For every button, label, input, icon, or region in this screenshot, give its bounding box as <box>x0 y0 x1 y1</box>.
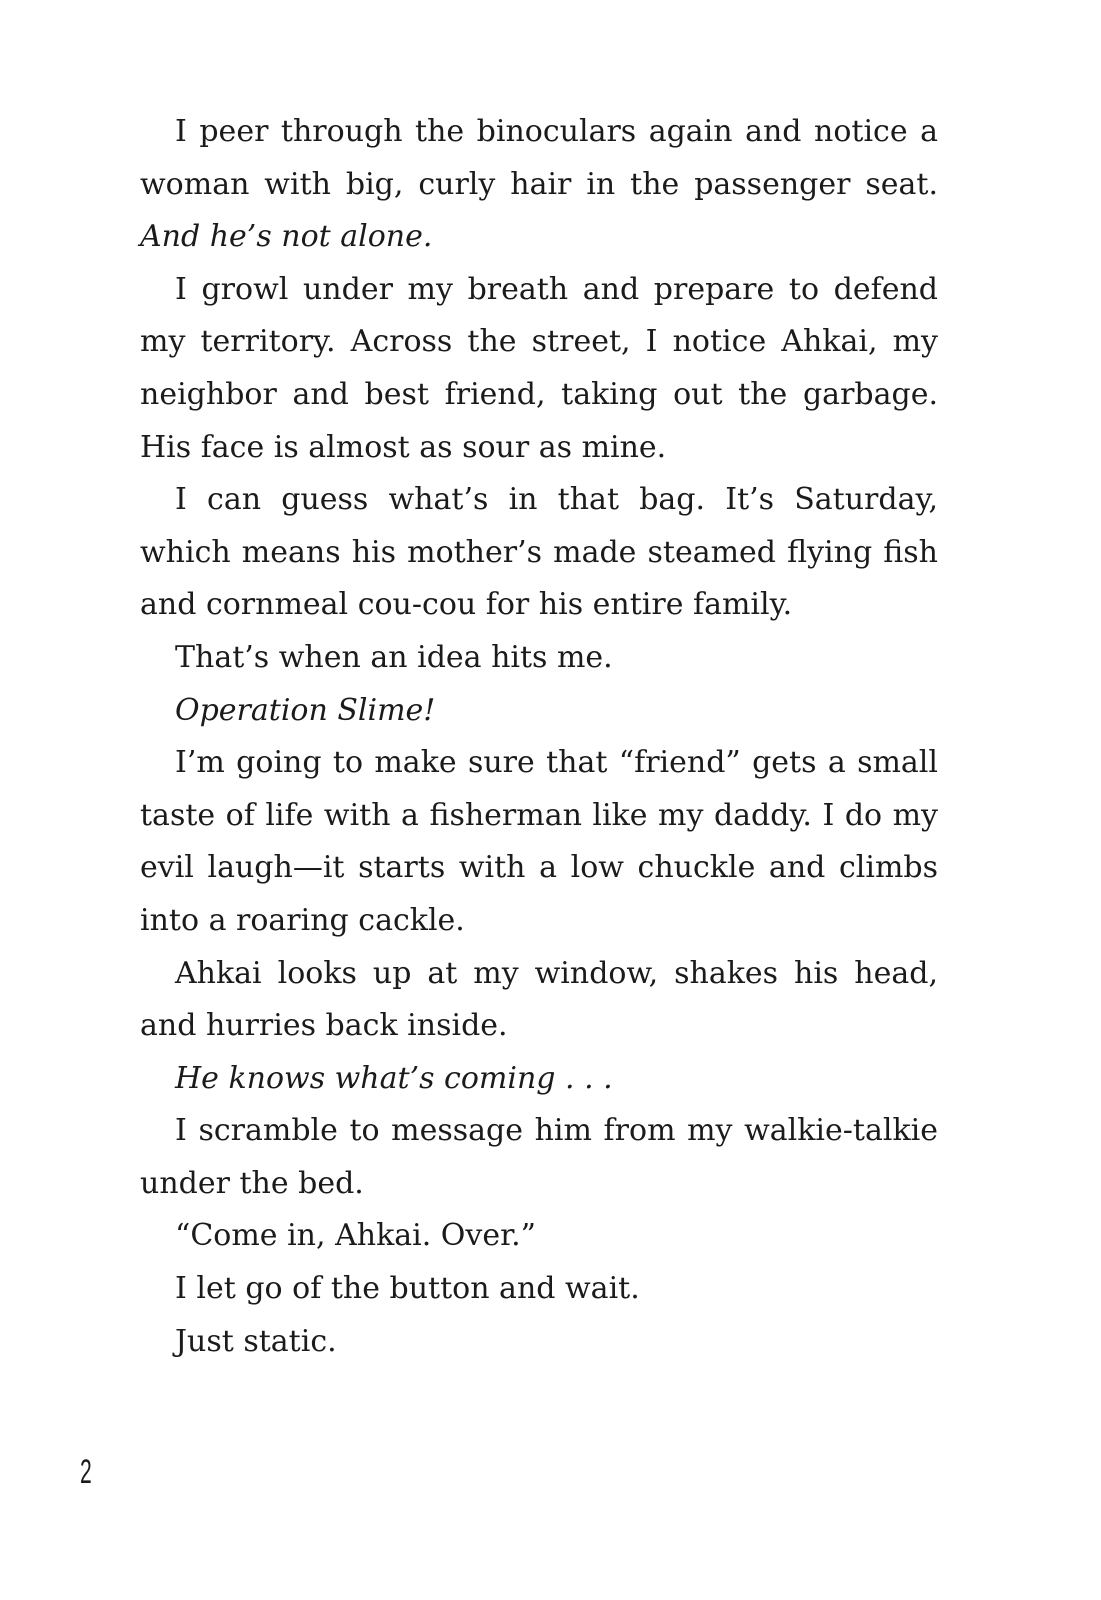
paragraph <box>140 264 938 474</box>
page-body <box>140 106 938 1368</box>
text-run: I let go of the button and wait. <box>175 1271 640 1307</box>
paragraph <box>140 737 938 947</box>
paragraph <box>140 1053 938 1106</box>
paragraph <box>140 106 938 264</box>
paragraph <box>140 1316 938 1369</box>
text-run: I’m going to make sure that “friend” gets a small taste of life with a fisherman like my daddy. I do my evil laugh—it starts with a low chuckle and climbs into a roaring cackle. <box>140 745 938 938</box>
text-run: Ahkai looks up at my window, shakes his head, and hurries back inside. <box>140 955 938 1044</box>
paragraph <box>140 1263 938 1316</box>
text-run: I scramble to message him from my walkie-talkie under the bed. <box>140 1113 938 1201</box>
text-run: I peer through the binoculars again and notice a woman with big, curly hair in the passenger seat. <box>140 114 938 202</box>
italic-text-run: And he’s not alone. <box>140 219 433 255</box>
paragraph <box>140 474 938 632</box>
text-run: “Come in, Ahkai. Over.” <box>175 1218 537 1254</box>
page-number: 2 <box>80 1453 92 1491</box>
text-run: That’s when an idea hits me. <box>175 639 613 675</box>
italic-text-run: Operation Slime! <box>175 692 436 728</box>
text-run: I can guess what’s in that bag. It’s Saturday, which means his mother’s made steamed flying fish and cornmeal cou-cou for his entire family. <box>140 482 938 623</box>
paragraph <box>140 685 938 738</box>
paragraph <box>140 1210 938 1263</box>
text-run: I growl under my breath and prepare to defend my territory. Across the street, I notice Ahkai, my neighbor and best friend, taking out the garbage. His face is almost as sour as mine. <box>140 271 938 465</box>
italic-text-run: He knows what’s coming . . . <box>175 1060 613 1096</box>
paragraph <box>140 1105 938 1210</box>
paragraph <box>140 632 938 685</box>
paragraph <box>140 948 938 1053</box>
text-run: Just static. <box>175 1323 337 1359</box>
